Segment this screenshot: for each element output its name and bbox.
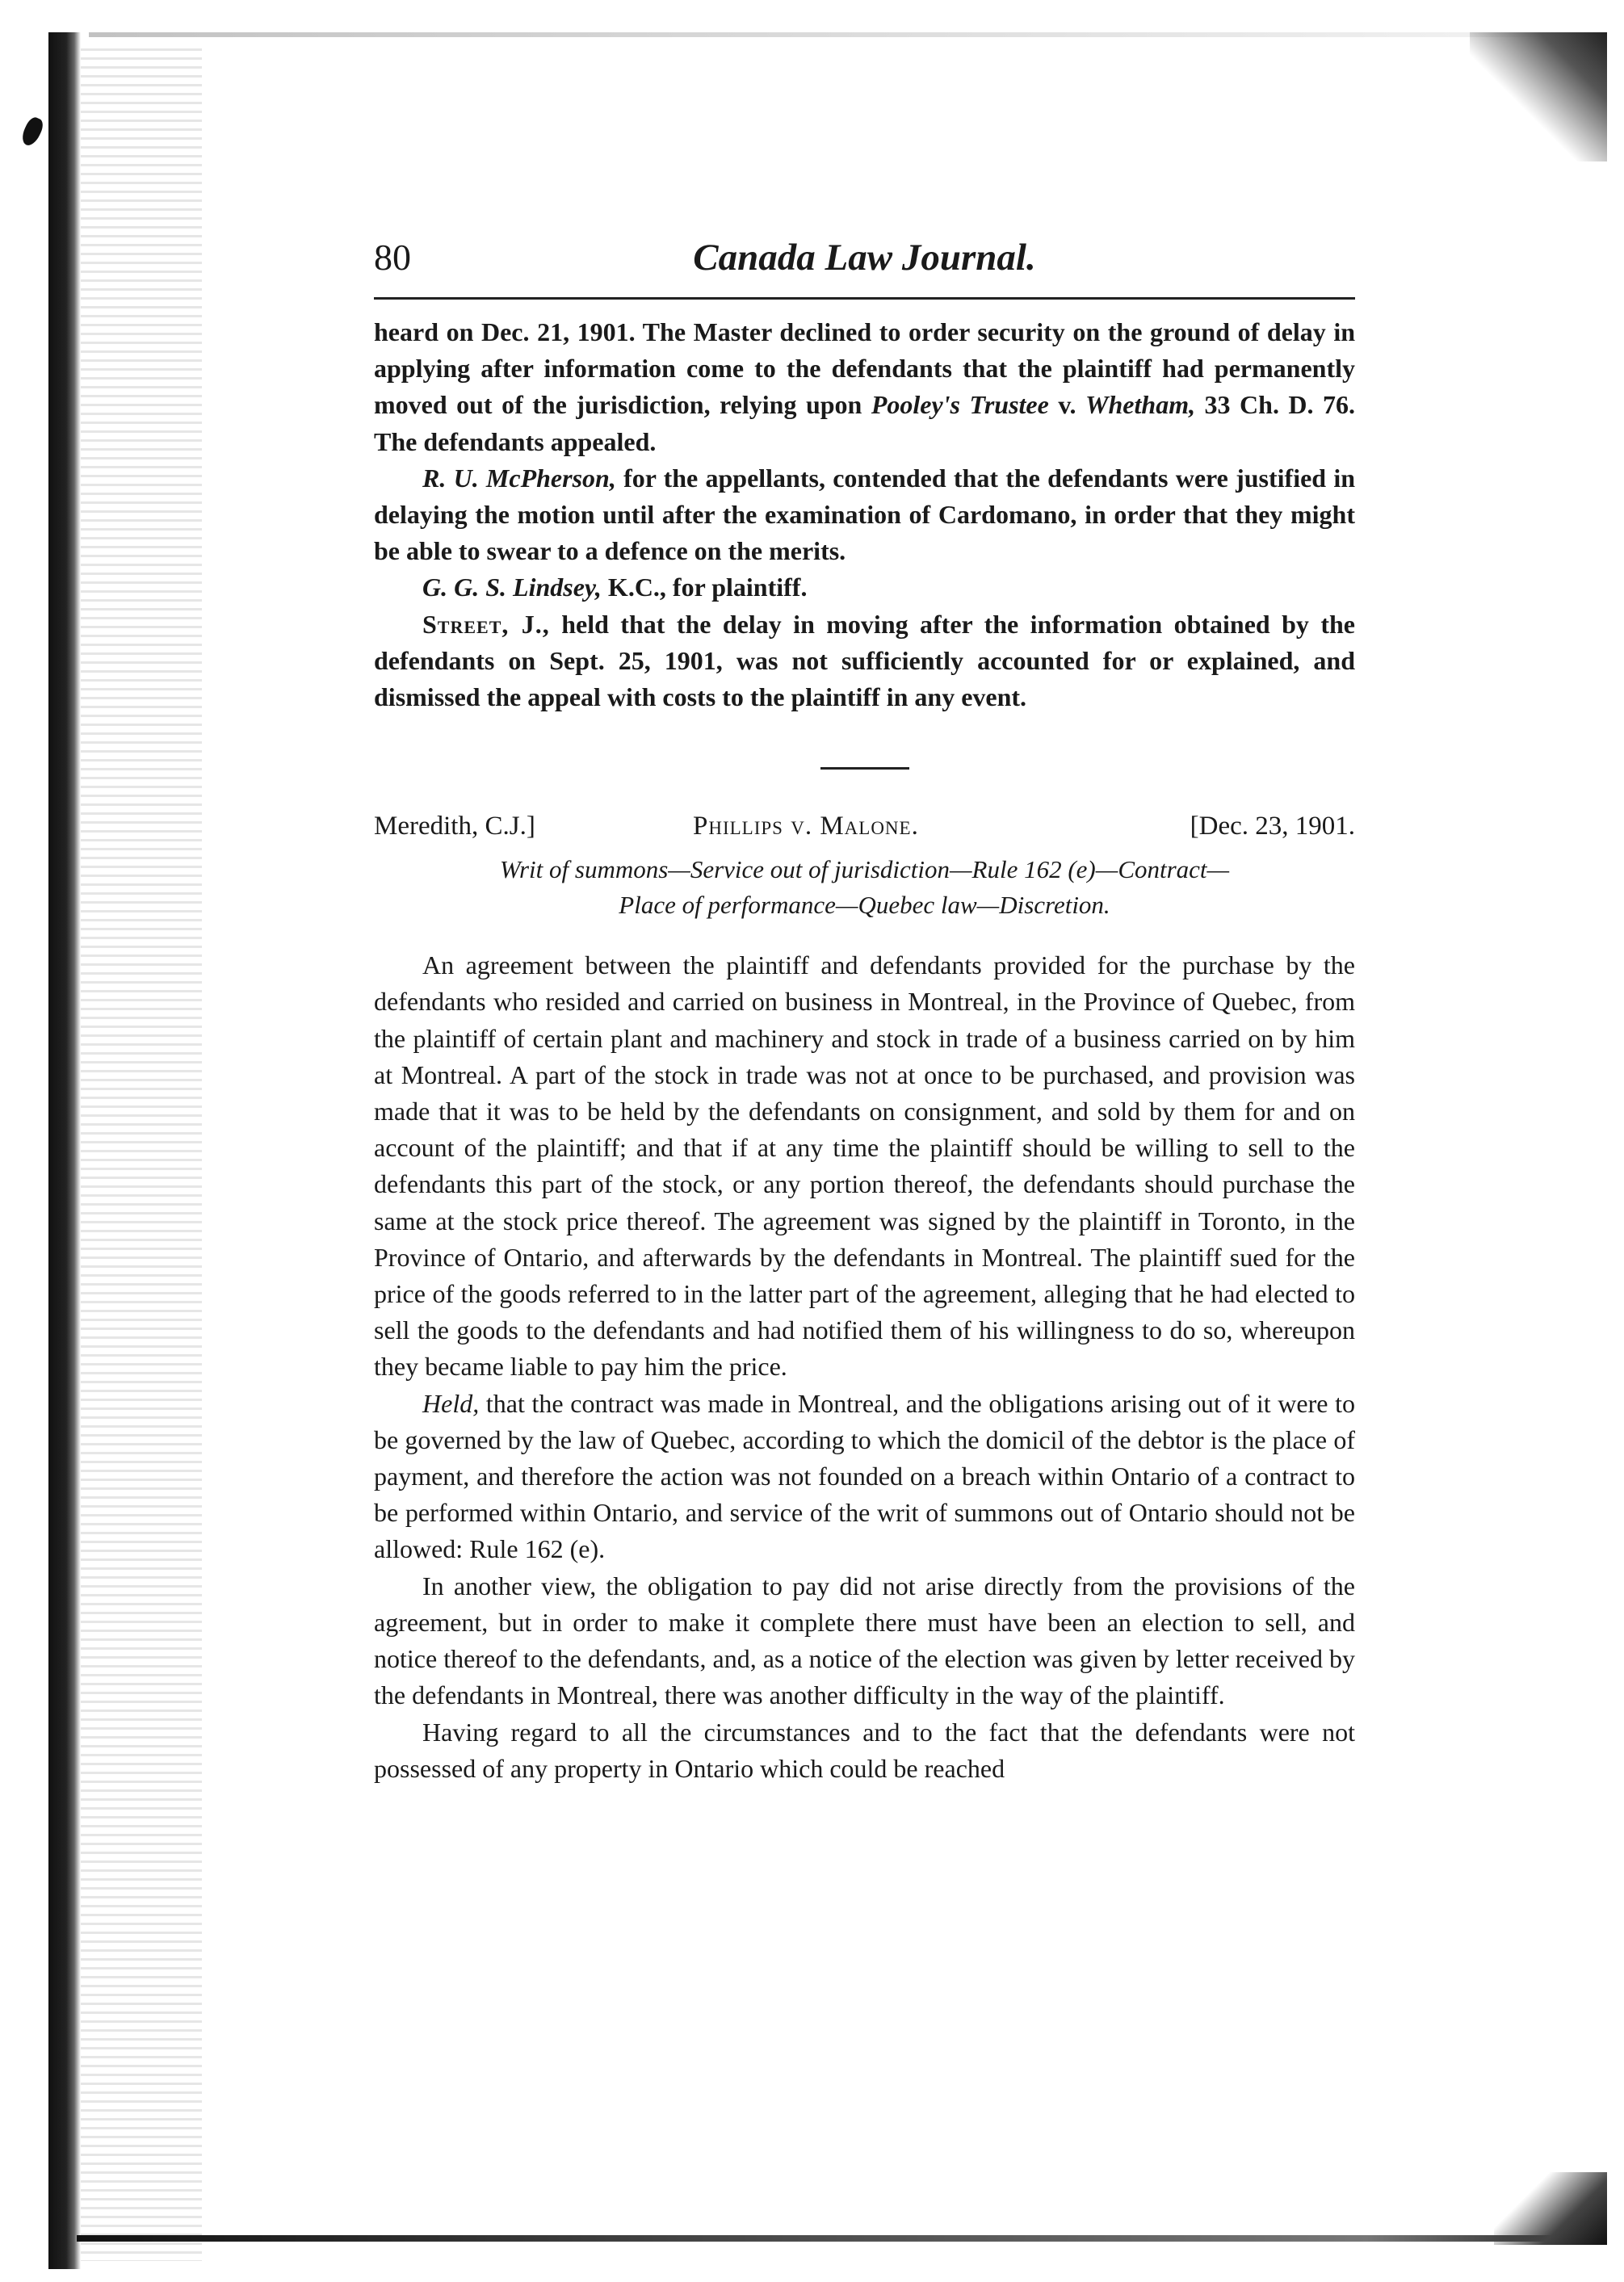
text-run: K.C., for plaintiff. — [601, 573, 808, 602]
case-caption — [374, 812, 1355, 850]
section-divider — [820, 767, 909, 770]
page-corner-bottom-right — [1494, 2172, 1607, 2245]
binding-mark — [19, 115, 45, 148]
second-case-report — [374, 947, 1355, 1787]
counsel-plaintiff-paragraph — [374, 569, 1355, 606]
judgment-paragraph — [374, 606, 1355, 716]
text-run: that the contract was made in Montreal, and the obligations arising out of it were to be governed by the law of Quebec, according to which the domicil of the debtor is the place of payment, and therefore the action was not founded on a breach within Ontario of a contract to be performed within Ontario, and service of the writ of summons out of Ontario should not be allowed: Rule 162 (e). — [374, 1388, 1355, 1564]
text-run: heard on Dec. 21, 1901. The Master declined to order security on the ground of delay in applying after information come to the defendants that the plaintiff had permanently moved out of the jurisdiction, relying upon — [374, 317, 1355, 420]
headnote-line: Writ of summons—Service out of jurisdiction—Rule 162 (e)—Contract— — [499, 855, 1230, 884]
counsel-appellants-paragraph — [374, 460, 1355, 570]
judge-name: Street, J., — [422, 609, 550, 639]
another-view-paragraph: In another view, the obligation to pay did not arise directly from the provisions of the agreement, but in order to make it complete there must have been an election to sell, and notice thereof to the defendants, and, as a notice of the election was given by letter received by the defendants in Montreal, there was another difficulty in the way of the plaintiff. — [374, 1571, 1355, 1710]
case-judge: Meredith, C.J.] — [374, 812, 535, 841]
text-run: 33 Ch. D. 76. The defendants appealed. — [374, 390, 1356, 456]
case-name-italic: Pooley's Trustee — [871, 390, 1049, 420]
first-case-paragraph — [374, 314, 1355, 460]
journal-title: Canada Law Journal. — [693, 237, 1036, 279]
held-paragraph — [374, 1386, 1355, 1568]
case-title: Phillips v. Malone. — [693, 812, 919, 841]
held-label: Held, — [422, 1388, 480, 1418]
text-run: v. — [1048, 390, 1086, 420]
page-number: 80 — [374, 237, 411, 278]
facts-paragraph: An agreement between the plaintiff and defendants provided for the purchase by the defendants who resided and carried on business in Montreal, in the Province of Quebec, from the plaintiff of certain plant and machinery and stock in trade of a business carried on by him at Montreal. A part of the stock in trade was not at once to be purchased, and provision was made that it was to be held by the defendants on consignment, and sold by them for and on account of the plaintiff; and that if at any time the plaintiff should be willing to sell to the defendants this part of the stock, or any portion thereof, the defendants should purchase the same at the stock price thereof. The agreement was signed by the plaintiff in Toronto, in the Province of Ontario, and afterwards by the defendants in Montreal. The plaintiff sued for the price of the goods referred to in the latter part of the agreement, alleging that he had elected to sell the goods to the defendants and had notified them of his willingness to do so, whereupon they became liable to pay him the price. — [374, 950, 1355, 1382]
case-date: [Dec. 23, 1901. — [1190, 812, 1355, 841]
headnote-line: Place of performance—Quebec law—Discretion. — [619, 891, 1110, 920]
text-run: for the appellants, contended that the defendants were justified in delaying the motion until after the examination of Cardomano, in order that they might be able to swear to a defence on the merits. — [374, 463, 1355, 566]
page-edge-bottom — [77, 2235, 1595, 2242]
text-run: held that the delay in moving after the information obtained by the defendants on Sept. 25, 1901, was not sufficiently accounted for or explained, and dismissed the appeal with costs to the plaintiff in any event. — [374, 609, 1355, 712]
page-corner-top-right — [1470, 32, 1607, 162]
case-name-italic: Whetham, — [1085, 390, 1196, 420]
page-edge-top — [89, 32, 1607, 37]
first-case-report — [374, 314, 1355, 715]
counsel-name: R. U. McPherson, — [422, 463, 616, 493]
counsel-name: G. G. S. Lindsey, — [422, 573, 602, 602]
journal-page — [374, 233, 1355, 1787]
regard-paragraph: Having regard to all the circumstances and to the fact that the defendants were not possessed of any property in Ontario which could be reached — [374, 1717, 1355, 1783]
headnote — [374, 852, 1355, 923]
running-header — [374, 233, 1355, 300]
page-edge-shadow — [81, 48, 202, 2261]
page-edge-left — [48, 32, 81, 2269]
